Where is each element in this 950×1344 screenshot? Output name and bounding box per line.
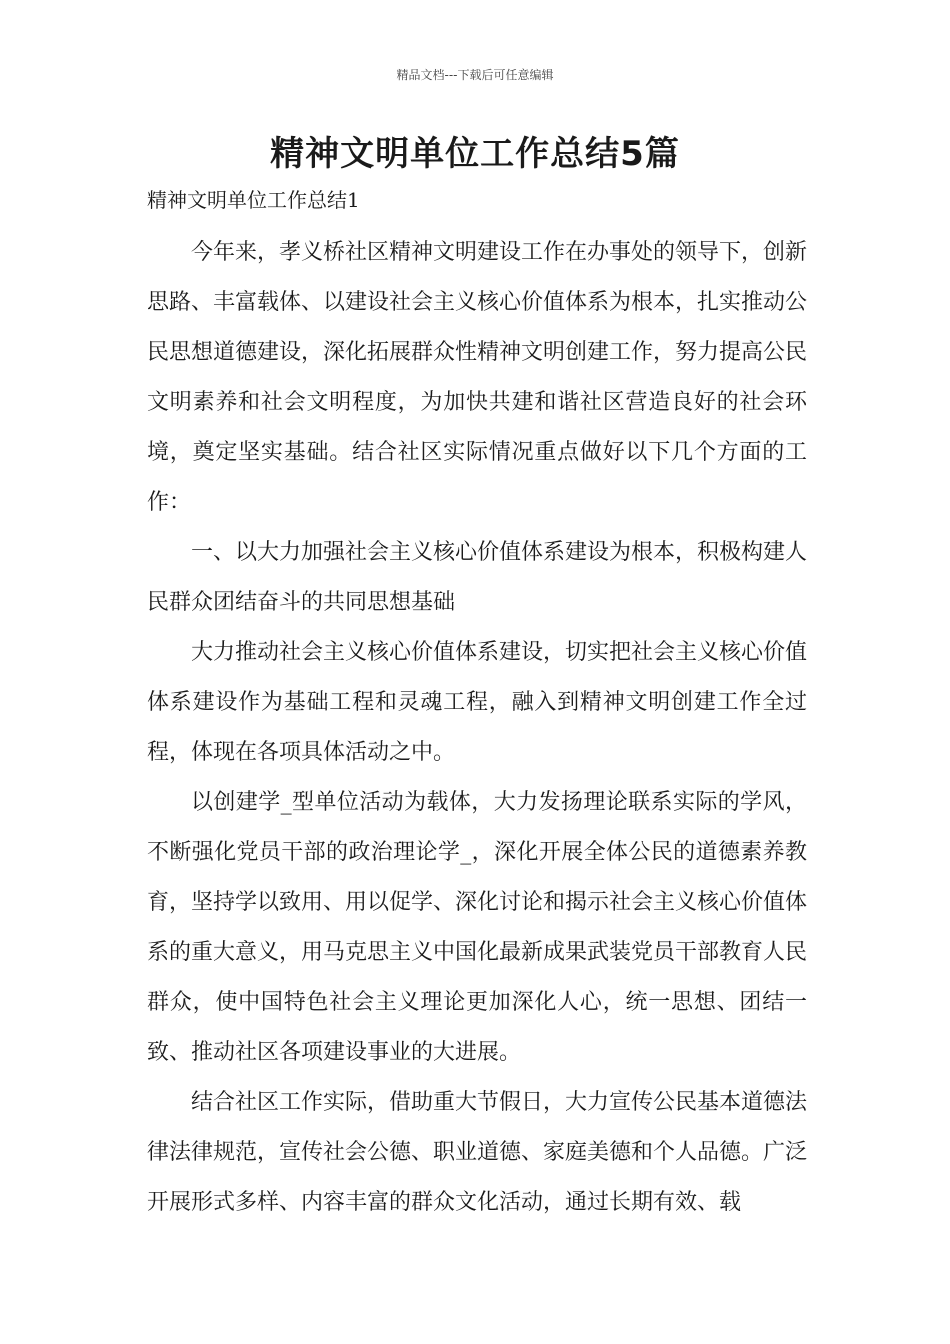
paragraph: 结合社区工作实际，借助重大节假日，大力宣传公民基本道德法律法律规范，宣传社会公德、职业道德、家庭美德和个人品德。广泛开展形式多样、内容丰富的群众文化活动，通过长期有效、载 bbox=[147, 1090, 808, 1215]
paragraph: 以创建学_型单位活动为载体，大力发扬理论联系实际的学风，不断强化党员干部的政治理论学_，深化开展全体公民的道德素养教育，坚持学以致用、用以促学、深化讨论和揭示社会主义核心价值体系的重大意义，用马克思主义中国化最新成果武装党员干部教育人民群众，使中国特色社会主义理论更加深化人心，统一思想、团结一致、推动社区各项建设事业的大进展。 bbox=[147, 790, 808, 1065]
header-note: 精品文档---下载后可任意编辑 bbox=[396, 68, 554, 82]
paragraph: 大力推动社会主义核心价值体系建设，切实把社会主义核心价值体系建设作为基础工程和灵魂工程，融入到精神文明创建工作全过程，体现在各项具体活动之中。 bbox=[147, 640, 808, 765]
document-body bbox=[147, 228, 807, 1228]
paragraph: 今年来，孝义桥社区精神文明建设工作在办事处的领导下，创新思路、丰富载体、以建设社会主义核心价值体系为根本，扎实推动公民思想道德建设，深化拓展群众性精神文明创建工作，努力提高公民文明素养和社会文明程度，为加快共建和谐社区营造良好的社会环境，奠定坚实基础。结合社区实际情况重点做好以下几个方面的工作： bbox=[147, 240, 808, 515]
paragraph: 一、以大力加强社会主义核心价值体系建设为根本，积极构建人民群众团结奋斗的共同思想基础 bbox=[147, 540, 808, 615]
section-subtitle: 精神文明单位工作总结1 bbox=[147, 188, 360, 212]
document-title: 精神文明单位工作总结5篇 bbox=[270, 134, 680, 174]
